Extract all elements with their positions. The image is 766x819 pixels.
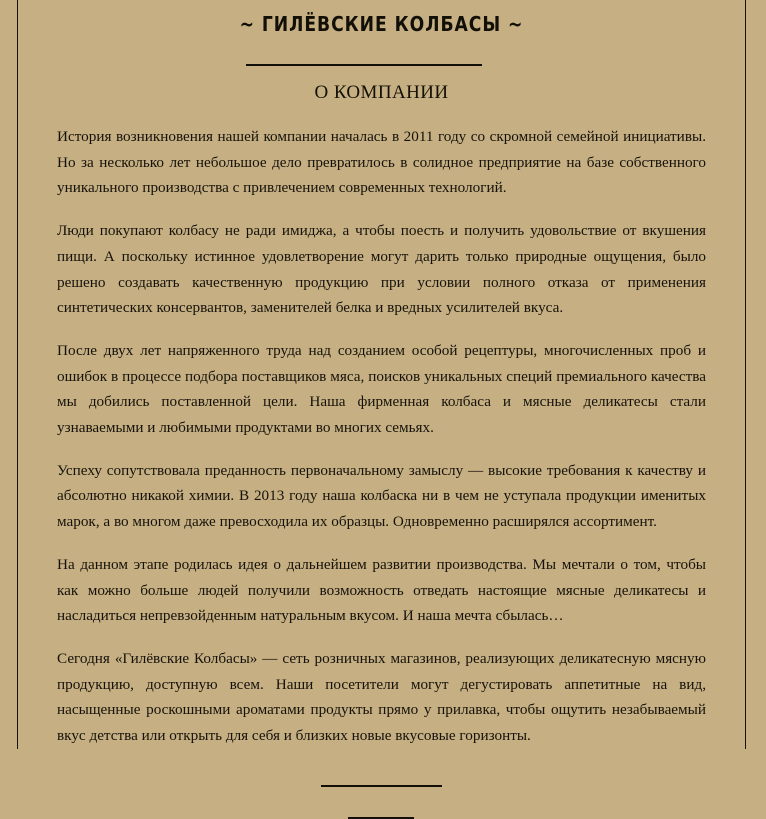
paragraph: История возникновения нашей компании началась в 2011 году со скромной семейной инициативы. Но за несколько лет небольшое дело превратилось в солидное предприятие на базе собственного уникального производства с привлечением современных технологий. [57,128,706,197]
page-right-border-rule [745,0,746,749]
paragraph: Сегодня «Гилёвские Колбасы» — сеть розничных магазинов, реализующих деликатесную мясную продукцию, доступную всем. Наши посетители могут дегустировать аппетитные на вид, насыщенные роскошными ароматами продукты прямо у прилавка, чтобы ощутить незабываемый вкус детства или открыть для себя и близких новые вкусовые горизонты. [57,649,706,745]
paragraph: После двух лет напряженного труда над созданием особой рецептуры, многочисленных проб и ошибок в процессе подбора поставщиков мяса, поисков уникальных специй премиального качества мы добились поставленной цели. Наша фирменная колбаса и мясные деликатесы стали узнаваемыми и любимыми продуктами во многих семьях. [57,341,706,437]
body-copy [18,104,745,749]
footer-divider-rule-lower [348,817,414,819]
document-content [18,0,745,749]
page-title: ~ ГИЛЁВСКИЕ КОЛБАСЫ ~ [239,12,524,36]
paragraph: Люди покупают колбасу не ради имиджа, а чтобы поесть и получить удовольствие от вкушения пищи. А поскольку истинное удовлетворение могут дарить только природные ощущения, было решено создавать качественную продукцию при условии полного отказа от применения синтетических консервантов, заменителей белка и вредных усилителей вкуса. [57,222,706,317]
footer-divider-rule-upper [321,785,442,787]
section-heading: О КОМПАНИИ [314,82,449,103]
paragraph: На данном этапе родилась идея о дальнейшем развитии производства. Мы мечтали о том, чтобы как можно больше людей получили возможность отведать настоящие мясные деликатесы и насладиться непревзойденным натуральным вкусом. И наша мечта сбылась… [57,555,706,625]
paragraph: Успеху сопутствовала преданность первоначальному замыслу — высокие требования к качеству и абсолютно никакой химии. В 2013 году наша колбаска ни в чем не уступала продукции именитых марок, а во многом даже превосходила их образцы. Одновременно расширялся ассортимент. [57,461,706,531]
